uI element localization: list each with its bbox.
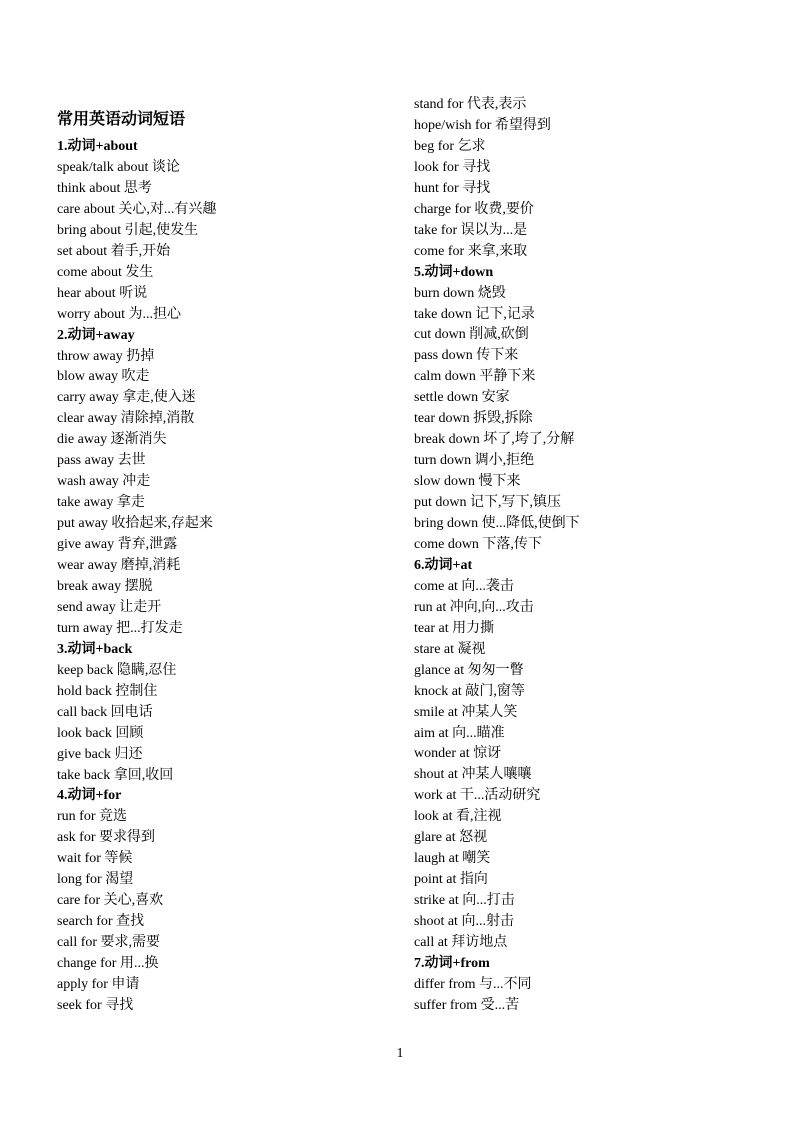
section-heading: 6.动词+at bbox=[414, 557, 473, 573]
phrase-entry: apply for 申请 bbox=[57, 977, 140, 992]
phrase-entry: hold back 控制住 bbox=[57, 683, 158, 699]
section-heading: 4.动词+for bbox=[57, 788, 122, 804]
phrase-entry: take down 记下,记录 bbox=[414, 306, 535, 322]
phrase-entry: settle down 安家 bbox=[414, 390, 510, 406]
phrase-entry: knock at 敲门,窗等 bbox=[414, 683, 525, 699]
phrase-entry: look back 回顾 bbox=[57, 725, 144, 741]
document-title: 常用英语动词短语 bbox=[57, 111, 186, 128]
phrase-entry: take for 误以为...是 bbox=[414, 222, 528, 238]
phrase-entry: beg for 乞求 bbox=[414, 138, 486, 154]
phrase-entry: hope/wish for 希望得到 bbox=[414, 117, 551, 133]
phrase-entry: wear away 磨掉,消耗 bbox=[57, 558, 181, 573]
phrase-entry: come about 发生 bbox=[57, 264, 154, 280]
phrase-entry: wash away 冲走 bbox=[57, 474, 151, 490]
phrase-entry: hear about 听说 bbox=[57, 285, 148, 301]
phrase-entry: aim at 向...瞄准 bbox=[414, 725, 505, 741]
phrase-entry: suffer from 受...苦 bbox=[414, 997, 520, 1013]
phrase-entry: run for 竞选 bbox=[57, 809, 127, 825]
section-heading: 2.动词+away bbox=[57, 327, 135, 343]
phrase-entry: take away 拿走 bbox=[57, 495, 145, 511]
phrase-entry: blow away 吹走 bbox=[57, 369, 150, 385]
phrase-entry: break away 摆脱 bbox=[57, 578, 153, 594]
phrase-entry: stare at 凝视 bbox=[414, 641, 486, 657]
phrase-entry: break down 坏了,垮了,分解 bbox=[414, 432, 575, 448]
section-heading: 7.动词+from bbox=[414, 955, 490, 971]
phrase-entry: wait for 等候 bbox=[57, 851, 133, 867]
phrase-entry: carry away 拿走,使入迷 bbox=[57, 390, 196, 406]
phrase-entry: differ from 与...不同 bbox=[414, 976, 532, 992]
phrase-entry: point at 指向 bbox=[414, 872, 488, 888]
phrase-entry: pass down 传下来 bbox=[414, 348, 519, 364]
phrase-entry: worry about 为...担心 bbox=[57, 306, 182, 322]
phrase-entry: give away 背弃,泄露 bbox=[57, 537, 178, 553]
phrase-entry: clear away 清除掉,消散 bbox=[57, 411, 195, 427]
phrase-entry: turn down 调小,拒绝 bbox=[414, 453, 535, 469]
phrase-entry: run at 冲向,向...攻击 bbox=[414, 599, 534, 615]
phrase-entry: come at 向...袭击 bbox=[414, 578, 514, 594]
phrase-entry: burn down 烧毁 bbox=[414, 285, 506, 301]
phrase-entry: shout at 冲某人嚷嚷 bbox=[414, 767, 532, 783]
page-number: 1 bbox=[396, 1046, 404, 1061]
phrase-entry: search for 查找 bbox=[57, 914, 145, 930]
phrase-entry: calm down 平静下来 bbox=[414, 369, 536, 385]
section-heading: 3.动词+back bbox=[57, 641, 133, 657]
phrase-entry: cut down 削减,砍倒 bbox=[414, 327, 529, 343]
phrase-entry: put away 收拾起来,存起来 bbox=[57, 516, 213, 532]
phrase-entry: stand for 代表,表示 bbox=[414, 97, 527, 112]
phrase-entry: bring down 使...降低,使倒下 bbox=[414, 516, 580, 531]
phrase-entry: give back 归还 bbox=[57, 746, 143, 762]
phrase-entry: tear down 拆毁,拆除 bbox=[414, 411, 533, 427]
phrase-entry: think about 思考 bbox=[57, 180, 152, 196]
phrase-entry: look at 看,注视 bbox=[414, 809, 502, 825]
phrase-entry: come for 来拿,来取 bbox=[414, 243, 528, 259]
phrase-entry: long for 渴望 bbox=[57, 872, 134, 888]
phrase-entry: call for 要求,需要 bbox=[57, 935, 161, 951]
phrase-entry: turn away 把...打发走 bbox=[57, 620, 183, 636]
phrase-entry: glance at 匆匆一瞥 bbox=[414, 662, 524, 678]
phrase-entry: strike at 向...打击 bbox=[414, 893, 515, 909]
phrase-entry: hunt for 寻找 bbox=[414, 180, 491, 196]
phrase-entry: call at 拜访地点 bbox=[414, 935, 508, 950]
phrase-entry: seek for 寻找 bbox=[57, 997, 134, 1013]
phrase-entry: send away 让走开 bbox=[57, 599, 162, 615]
phrase-entry: look for 寻找 bbox=[414, 159, 491, 175]
phrase-entry: bring about 引起,使发生 bbox=[57, 222, 199, 238]
phrase-entry: shoot at 向...射击 bbox=[414, 914, 514, 930]
phrase-entry: laugh at 嘲笑 bbox=[414, 851, 491, 867]
phrase-entry: put down 记下,写下,镇压 bbox=[414, 495, 561, 511]
phrase-entry: ask for 要求得到 bbox=[57, 830, 155, 846]
phrase-entry: slow down 慢下来 bbox=[414, 474, 521, 490]
phrase-entry: change for 用...换 bbox=[57, 956, 159, 972]
phrase-entry: speak/talk about 谈论 bbox=[57, 159, 180, 175]
phrase-entry: set about 着手,开始 bbox=[57, 243, 171, 259]
phrase-entry: wonder at 惊讶 bbox=[414, 746, 502, 762]
phrase-entry: throw away 扔掉 bbox=[57, 348, 155, 364]
phrase-entry: die away 逐渐消失 bbox=[57, 432, 167, 448]
phrase-entry: come down 下落,传下 bbox=[414, 536, 542, 552]
phrase-entry: glare at 怒视 bbox=[414, 830, 488, 846]
phrase-entry: take back 拿回,收回 bbox=[57, 767, 174, 783]
phrase-entry: charge for 收费,要价 bbox=[414, 201, 534, 217]
phrase-entry: smile at 冲某人笑 bbox=[414, 704, 518, 720]
phrase-entry: pass away 去世 bbox=[57, 453, 146, 469]
phrase-entry: call back 回电话 bbox=[57, 704, 153, 720]
section-heading: 5.动词+down bbox=[414, 264, 494, 280]
phrase-entry: care about 关心,对...有兴趣 bbox=[57, 201, 217, 217]
section-heading: 1.动词+about bbox=[57, 139, 138, 154]
phrase-entry: keep back 隐瞒,忍住 bbox=[57, 662, 177, 678]
phrase-entry: care for 关心,喜欢 bbox=[57, 893, 164, 909]
phrase-entry: work at 干...活动研究 bbox=[414, 788, 541, 804]
phrase-entry: tear at 用力撕 bbox=[414, 620, 495, 636]
